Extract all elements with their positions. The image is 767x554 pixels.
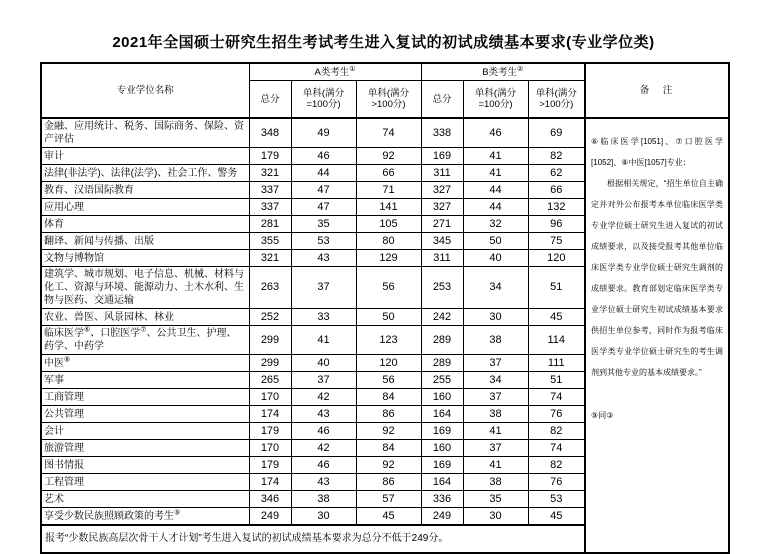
score-cell: 252: [249, 309, 291, 326]
score-cell: 281: [249, 216, 291, 233]
footnote-marker: ⑥: [84, 326, 91, 334]
score-cell: 289: [421, 326, 463, 355]
score-cell: 41: [463, 165, 528, 182]
score-cell: 348: [249, 118, 291, 148]
score-cell: 92: [356, 148, 421, 165]
score-cell: 53: [291, 233, 356, 250]
score-cell: 57: [356, 491, 421, 508]
footnote-marker: ⑨: [174, 509, 181, 517]
score-cell: 43: [291, 250, 356, 267]
score-cell: 71: [356, 182, 421, 199]
score-cell: 56: [356, 267, 421, 309]
score-cell: 30: [463, 508, 528, 526]
score-cell: 82: [528, 148, 585, 165]
column-header-b-total: 总分: [421, 81, 463, 119]
score-cell: 299: [249, 326, 291, 355]
score-cell: 34: [463, 372, 528, 389]
footer-note: 报考“少数民族高层次骨干人才计划”考生进入复试的初试成绩基本要求为总分不低于249分。: [41, 525, 585, 553]
column-header-b-single-eq100: 单科(满分 =100分): [463, 81, 528, 119]
score-cell: 35: [463, 491, 528, 508]
degree-name-cell: 工程管理: [41, 474, 249, 491]
table-body: [41, 118, 729, 553]
score-cell: 41: [463, 148, 528, 165]
score-cell: 62: [528, 165, 585, 182]
score-cell: 289: [421, 355, 463, 372]
score-cell: 43: [291, 474, 356, 491]
score-cell: 76: [528, 406, 585, 423]
score-cell: 120: [356, 355, 421, 372]
degree-name-cell: 文物与博物馆: [41, 250, 249, 267]
score-cell: 38: [463, 474, 528, 491]
score-cell: 37: [291, 372, 356, 389]
score-cell: 249: [249, 508, 291, 526]
score-cell: 69: [528, 118, 585, 148]
score-cell: 82: [528, 423, 585, 440]
score-cell: 38: [463, 406, 528, 423]
score-cell: 37: [463, 355, 528, 372]
score-cell: 346: [249, 491, 291, 508]
degree-name-cell: 法律(非法学)、法律(法学)、社会工作、警务: [41, 165, 249, 182]
degree-name-cell: 金融、应用统计、税务、国际商务、保险、资产评估: [41, 118, 249, 148]
score-cell: 82: [528, 457, 585, 474]
score-cell: 336: [421, 491, 463, 508]
degree-name-cell: 会计: [41, 423, 249, 440]
score-cell: 66: [356, 165, 421, 182]
footnote-marker: ⑦: [140, 326, 147, 334]
score-cell: 74: [356, 118, 421, 148]
score-cell: 41: [463, 423, 528, 440]
score-cell: 170: [249, 389, 291, 406]
score-cell: 338: [421, 118, 463, 148]
score-cell: 271: [421, 216, 463, 233]
score-cell: 84: [356, 389, 421, 406]
remark-paragraph: 根据相关规定，“招生单位自主确定并对外公布报考本单位临床医学类专业学位硕士研究生进入复试的初试成绩要求，以及接受报考其他单位临床医学类专业学位硕士研究生调剂的成绩要求。教育部划定临床医学类专业学位硕士研究生初试成绩基本要求供招生单位参考，同时作为报考临床医学类专业学位硕士研究生的考生调剂到其他专业的基本成绩要求。”: [591, 179, 724, 377]
score-cell: 86: [356, 406, 421, 423]
score-cell: 164: [421, 474, 463, 491]
score-cell: 355: [249, 233, 291, 250]
score-cell: 38: [291, 491, 356, 508]
column-group-b-candidates: B类考生②: [421, 63, 585, 81]
score-cell: 132: [528, 199, 585, 216]
degree-name-cell: 临床医学⑥、口腔医学⑦、公共卫生、护理、药学、中药学: [41, 326, 249, 355]
score-cell: 321: [249, 165, 291, 182]
degree-name-cell: 建筑学、城市规划、电子信息、机械、材料与化工、资源与环境、能源动力、土木水利、生物与医药、交通运输: [41, 267, 249, 309]
score-cell: 47: [291, 199, 356, 216]
score-cell: 51: [528, 372, 585, 389]
score-cell: 46: [463, 118, 528, 148]
column-header-a-single-eq100: 单科(满分 =100分): [291, 81, 356, 119]
score-cell: 46: [291, 148, 356, 165]
score-cell: 43: [291, 406, 356, 423]
score-cell: 311: [421, 250, 463, 267]
score-cell: 169: [421, 457, 463, 474]
degree-name-cell: 体育: [41, 216, 249, 233]
score-cell: 40: [291, 355, 356, 372]
score-cell: 80: [356, 233, 421, 250]
degree-name-cell: 图书情报: [41, 457, 249, 474]
degree-name-cell: 艺术: [41, 491, 249, 508]
degree-name-cell: 工商管理: [41, 389, 249, 406]
score-cell: 35: [291, 216, 356, 233]
degree-name-cell: 公共管理: [41, 406, 249, 423]
remark-paragraph: ⑨同③: [591, 411, 614, 420]
score-cell: 174: [249, 406, 291, 423]
degree-name-cell: 翻译、新闻与传播、出版: [41, 233, 249, 250]
score-cell: 311: [421, 165, 463, 182]
score-cell: 253: [421, 267, 463, 309]
score-cell: 255: [421, 372, 463, 389]
score-cell: 47: [291, 182, 356, 199]
score-cell: 41: [463, 457, 528, 474]
score-cell: 38: [463, 326, 528, 355]
score-cell: 76: [528, 474, 585, 491]
footnote-marker: ①: [349, 65, 356, 73]
score-cell: 174: [249, 474, 291, 491]
score-cell: 45: [528, 508, 585, 526]
score-cell: 265: [249, 372, 291, 389]
column-header-a-total: 总分: [249, 81, 291, 119]
score-cell: 37: [463, 440, 528, 457]
column-header-a-single-gt100: 单科(满分 >100分): [356, 81, 421, 119]
remarks-cell: [585, 118, 729, 553]
score-cell: 74: [528, 440, 585, 457]
remark-paragraph: ⑥临床医学[1051]、⑦口腔医学[1052]、⑧中医[1057]专业：: [591, 137, 724, 167]
degree-name-cell: 教育、汉语国际教育: [41, 182, 249, 199]
degree-name-cell: 农业、兽医、风景园林、林业: [41, 309, 249, 326]
score-cell: 123: [356, 326, 421, 355]
column-group-a-candidates: A类考生①: [249, 63, 421, 81]
score-cell: 44: [463, 182, 528, 199]
score-cell: 249: [421, 508, 463, 526]
score-cell: 44: [463, 199, 528, 216]
score-cell: 160: [421, 389, 463, 406]
score-cell: 345: [421, 233, 463, 250]
score-cell: 179: [249, 423, 291, 440]
score-cell: 50: [463, 233, 528, 250]
score-cell: 169: [421, 423, 463, 440]
table-header: [41, 63, 729, 118]
score-cell: 170: [249, 440, 291, 457]
degree-name-cell: 旅游管理: [41, 440, 249, 457]
score-cell: 321: [249, 250, 291, 267]
degree-name-cell: 中医⑧: [41, 355, 249, 372]
score-cell: 75: [528, 233, 585, 250]
page-title: 2021年全国硕士研究生招生考试考生进入复试的初试成绩基本要求(专业学位类): [112, 34, 655, 51]
score-cell: 45: [528, 309, 585, 326]
score-cell: 66: [528, 182, 585, 199]
degree-name-cell: 享受少数民族照顾政策的考生⑨: [41, 508, 249, 526]
score-cell: 84: [356, 440, 421, 457]
table-row: [41, 118, 729, 148]
score-cell: 86: [356, 474, 421, 491]
score-cell: 179: [249, 148, 291, 165]
score-cell: 141: [356, 199, 421, 216]
score-cell: 46: [291, 457, 356, 474]
score-cell: 33: [291, 309, 356, 326]
score-cell: 120: [528, 250, 585, 267]
column-header-remarks: 备 注: [585, 63, 729, 118]
score-cell: 41: [291, 326, 356, 355]
score-cell: 92: [356, 423, 421, 440]
score-cell: 49: [291, 118, 356, 148]
score-cell: 179: [249, 457, 291, 474]
score-cell: 263: [249, 267, 291, 309]
score-cell: 169: [421, 148, 463, 165]
score-cell: 337: [249, 199, 291, 216]
score-requirements-table: [40, 62, 730, 554]
column-header-degree-name: 专业学位名称: [41, 63, 249, 118]
score-cell: 96: [528, 216, 585, 233]
score-cell: 105: [356, 216, 421, 233]
score-cell: 51: [528, 267, 585, 309]
score-cell: 114: [528, 326, 585, 355]
score-cell: 40: [463, 250, 528, 267]
score-cell: 327: [421, 199, 463, 216]
degree-name-cell: 审计: [41, 148, 249, 165]
score-cell: 242: [421, 309, 463, 326]
score-cell: 44: [291, 165, 356, 182]
score-cell: 129: [356, 250, 421, 267]
score-cell: 42: [291, 389, 356, 406]
degree-name-cell: 应用心理: [41, 199, 249, 216]
score-cell: 299: [249, 355, 291, 372]
score-cell: 160: [421, 440, 463, 457]
footnote-marker: ②: [517, 65, 524, 73]
score-cell: 327: [421, 182, 463, 199]
score-cell: 34: [463, 267, 528, 309]
score-cell: 164: [421, 406, 463, 423]
degree-name-cell: 军事: [41, 372, 249, 389]
footnote-marker: ⑧: [64, 356, 71, 364]
score-cell: 30: [291, 508, 356, 526]
score-cell: 337: [249, 182, 291, 199]
score-cell: 92: [356, 457, 421, 474]
score-cell: 30: [463, 309, 528, 326]
score-cell: 45: [356, 508, 421, 526]
score-cell: 37: [291, 267, 356, 309]
score-cell: 56: [356, 372, 421, 389]
score-cell: 42: [291, 440, 356, 457]
score-cell: 50: [356, 309, 421, 326]
score-cell: 111: [528, 355, 585, 372]
score-cell: 46: [291, 423, 356, 440]
column-header-b-single-gt100: 单科(满分 >100分): [528, 81, 585, 119]
score-cell: 53: [528, 491, 585, 508]
score-cell: 37: [463, 389, 528, 406]
score-cell: 74: [528, 389, 585, 406]
score-cell: 32: [463, 216, 528, 233]
